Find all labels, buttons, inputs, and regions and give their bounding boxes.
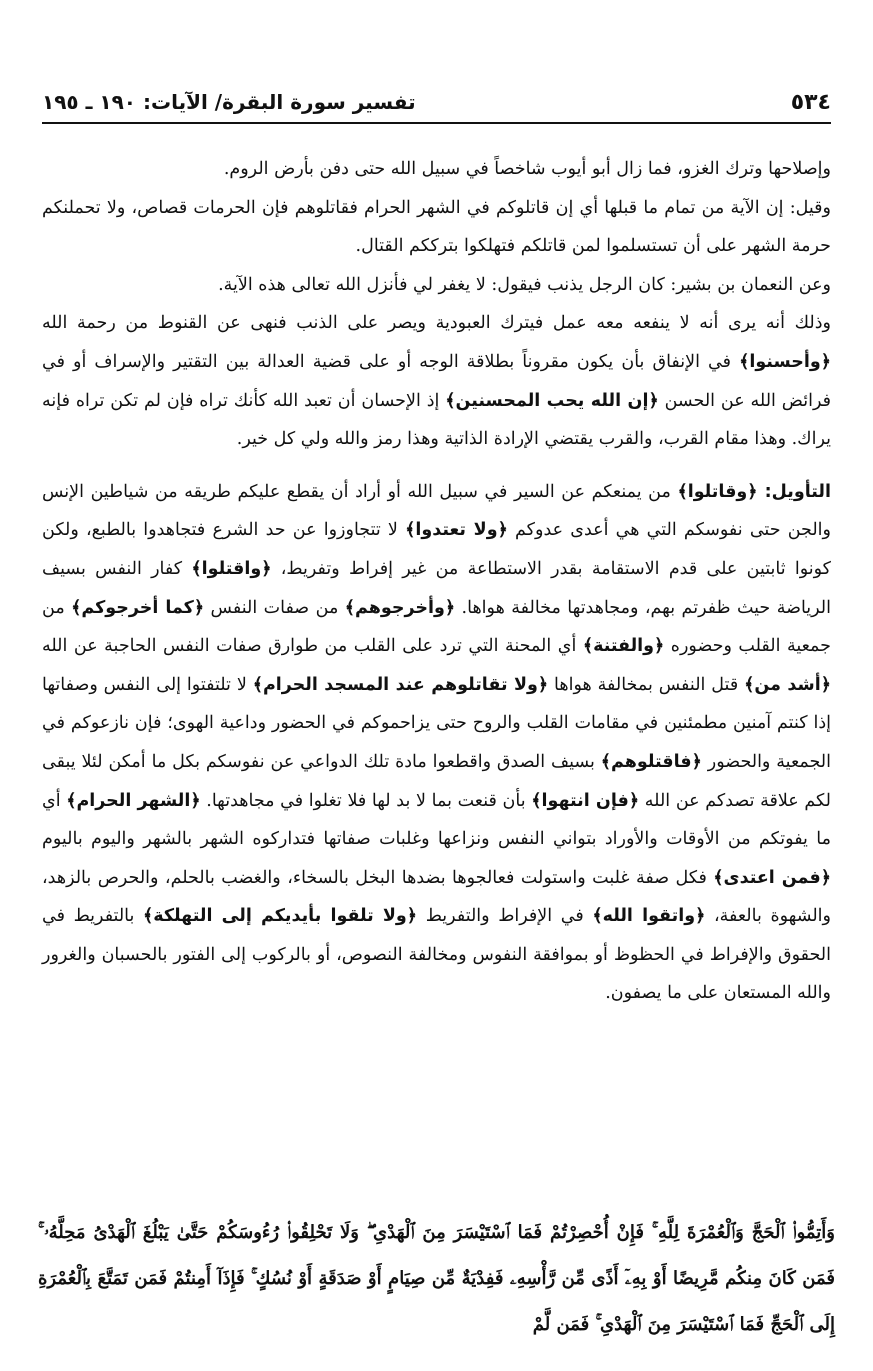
bold-quote: ﴿فمن اعتدى﴾ (713, 867, 831, 888)
page-number: ٥٣٤ (790, 89, 831, 115)
text-run: من يمنعكم عن السير في سبيل الله أو أراد أن يقطع عليكم طريقه من شياطين الإنس والجن حتى نفوسكم التي هي أعدى عدوكم (42, 481, 831, 541)
bold-quote: ﴿واقتلوا﴾ (191, 558, 272, 579)
text-run: وقيل: إن الآية من تمام ما قبلها أي إن قاتلوكم في الشهر الحرام فقاتلوهم فإن الحرمات قصاص، ولا تحملنكم حرمة الشهر على أن تستسلموا لمن قاتلكم فتهلكوا بترككم القتال. (42, 197, 831, 257)
bold-quote: ﴿ولا تقاتلوهم عند المسجد الحرام﴾ (252, 674, 549, 695)
text-run: من جمعية القلب وحضوره (42, 597, 831, 657)
text-run: لا تلتفتوا إلى النفس وصفاتها إذا كنتم آمنين مطمئنين في مقامات القلب والروح حتى يزاحموكم في الحضور وداعية الهوى؛ فإن نازعوكم في الجمعية والحضور (42, 674, 831, 772)
bold-quote: ﴿وأحسنوا﴾ (739, 351, 831, 372)
bold-quote: ﴿الشهر الحرام﴾ (66, 790, 201, 811)
text-run: وعن النعمان بن بشير: كان الرجل يذنب فيقول: لا يغفر لي فأنزل الله تعالى هذه الآية. (218, 274, 831, 295)
bold-quote: ﴿ولا تعتدوا﴾ (405, 520, 508, 541)
text-run: فكل صفة غلبت واستولت فعالجوها بضدها البخل بالسخاء، والغضب بالحلم، والحرص بالزهد، والشهوة بالعفة، (42, 867, 831, 927)
paragraph (42, 473, 831, 1013)
text-run: في الإنفاق بأن يكون مقروناً بطلاقة الوجه أو على قضية العدالة بين التقتير والإسراف أو في فرائض الله عن الحسن (42, 351, 831, 411)
running-header (42, 82, 831, 124)
bold-quote: ﴿فاقتلوهم﴾ (600, 751, 702, 772)
bold-quote: ﴿واتقوا الله﴾ (592, 906, 706, 927)
text-run: بسيف الصدق واقطعوا مادة تلك الدواعي عن نفوسكم بكل ما أمكن لئلا يبقى لكم علاقة تصدكم عن الله (42, 751, 832, 811)
text-run: بأن قنعت بما لا بد لها فلا تغلوا في مجاهدتها. (200, 790, 532, 811)
text-run: في الإفراط والتفريط (417, 906, 593, 927)
bold-quote: ﴿إن الله يحب المحسنين﴾ (445, 390, 659, 411)
text-run: كفار النفس بسيف الرياضة حيث ظفرتم بهم، ومجاهدتها مخالفة هواها. (42, 558, 831, 618)
paragraph (42, 150, 831, 189)
text-run: وذلك أنه يرى أنه لا ينفعه معه عمل فيترك العبودية ويصر على الذنب فنهى عن القنوط من رحمة الله (42, 313, 831, 334)
bold-quote: ﴿وأخرجوهم﴾ (344, 597, 456, 618)
bold-quote: ﴿كما أخرجوكم﴾ (71, 597, 205, 618)
text-run: لا تتجاوزوا عن حد الشرع فتجاهدوا بالطبع، ولكن كونوا ثابتين على قدم الاستقامة بقدر الاستطاعة من غير إفراط وتفريط، (42, 520, 832, 579)
bold-quote: التأويل: (757, 481, 831, 502)
text-run: من صفات النفس (204, 597, 345, 618)
commentary-text (42, 150, 831, 1013)
paragraph (42, 189, 831, 266)
text-run: أي المحنة التي ترد على القلب من طوارق صفات النفس الحاجبة عن الله (42, 636, 583, 657)
header-title: تفسير سورة البقرة/ الآيات: ١٩٠ ـ ١٩٥ (42, 90, 416, 114)
text-run: قتل النفس بمخالفة هواها (548, 674, 745, 695)
text-run: إذ الإحسان أن تعبد الله كأنك تراه فإن لم تكن تراه فإنه يراك. وهذا مقام القرب، والقرب يقتضي الإرادة الذاتية وهذا رمز والله ولي كل خير. (42, 390, 831, 450)
bold-quote: ﴿والفتنة﴾ (582, 636, 665, 657)
bold-quote: ﴿فإن انتهوا﴾ (531, 790, 640, 811)
text-run: أي ما يفوتكم من الأوقات والأوراد بتواني النفس ونزاعها وغلبات صفاتها فتداركوه الشهر بالشهر واليوم باليوم (42, 790, 831, 850)
paragraph (42, 266, 831, 305)
quran-verse: وَأَتِمُّوا۟ ٱلْحَجَّ وَٱلْعُمْرَةَ لِلَّهِ ۚ فَإِنْ أُحْصِرْتُمْ فَمَا ٱسْتَيْسَرَ مِنَ ٱلْهَدْىِ ۖ وَلَا تَحْلِقُوا۟ رُءُوسَكُمْ حَتَّىٰ يَبْلُغَ ٱلْهَدْىُ مَحِلَّهُۥ ۚ فَمَن كَانَ مِنكُم مَّرِيضًا أَوْ بِهِۦٓ أَذًى مِّن رَّأْسِهِۦ فَفِدْيَةٌ مِّن صِيَامٍ أَوْ صَدَقَةٍ أَوْ نُسُكٍ ۚ فَإِذَآ أَمِنتُمْ فَمَن تَمَتَّعَ بِٱلْعُمْرَةِ إِلَى ٱلْحَجِّ فَمَا ٱسْتَيْسَرَ مِنَ ٱلْهَدْىِ ۚ فَمَن لَّمْ (38, 1222, 835, 1335)
bold-quote: ﴿أشد من﴾ (744, 674, 831, 695)
text-run: وإصلاحها وترك الغزو، فما زال أبو أيوب شاخصاً في سبيل الله حتى دفن بأرض الروم. (223, 159, 831, 179)
text-run: بالتفريط في الحقوق والإفراط في الحظوظ أو بموافقة النفوس ومخالفة النصوص، أو بالركوب إلى الفتور بالحسبان والغرور والله المستعان على ما يصفون. (42, 906, 831, 1004)
bold-quote: ﴿وقاتلوا﴾ (677, 481, 758, 502)
paragraph (42, 304, 831, 458)
bold-quote: ﴿ولا تلقوا بأيديكم إلى التهلكة﴾ (143, 906, 418, 927)
